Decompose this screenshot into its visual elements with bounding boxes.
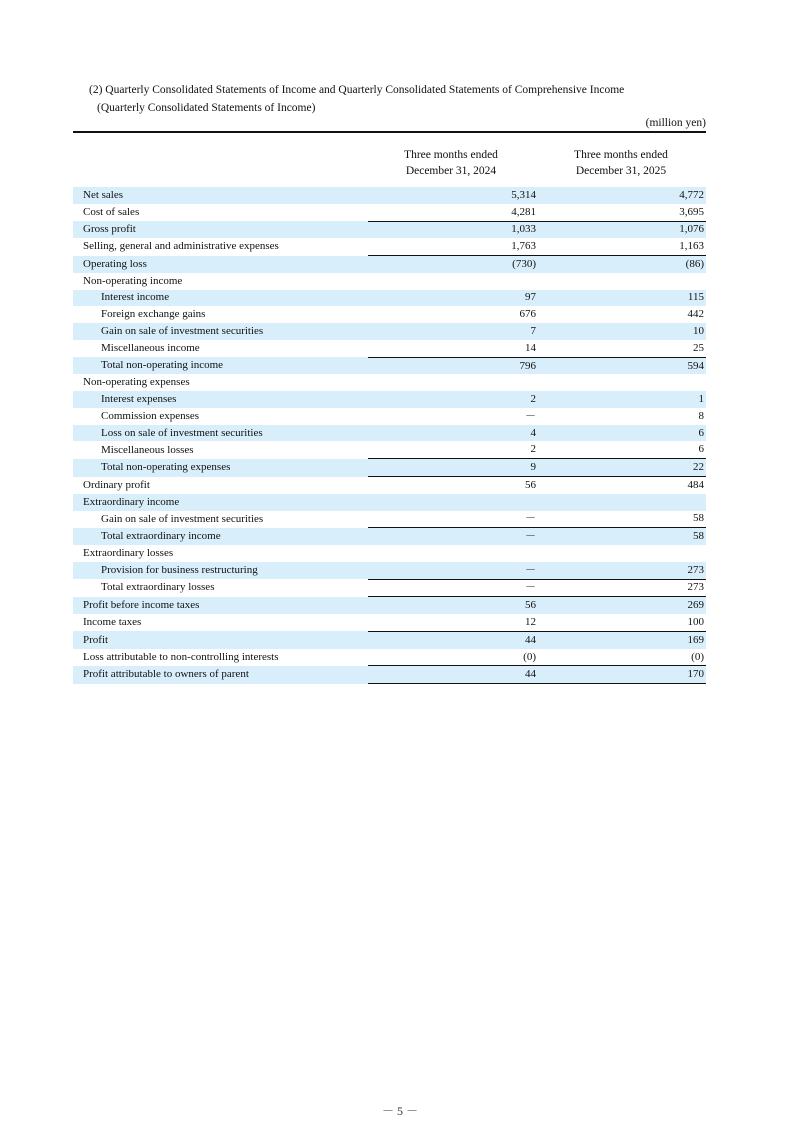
value-2024: 97: [368, 290, 538, 307]
page-number: － 5 －: [381, 1104, 418, 1118]
value-2024: 1,033: [368, 221, 538, 238]
value-2024: 796: [368, 357, 538, 374]
value-2025: 169: [538, 631, 706, 648]
row-label: Total non-operating expenses: [73, 459, 368, 477]
table-row: [73, 528, 706, 545]
table-row: [73, 579, 706, 597]
income-statement-body: [73, 187, 706, 684]
row-label: Foreign exchange gains: [101, 308, 206, 321]
value-2024: 2: [530, 443, 536, 456]
value-2024: (730): [368, 256, 538, 273]
value-2024: 56: [368, 477, 538, 494]
value-2025: 1,163: [679, 240, 704, 253]
value-2025: 4,772: [538, 187, 706, 204]
row-label: Gross profit: [73, 221, 368, 238]
value-2024: －: [525, 512, 536, 525]
value-2024: 2: [368, 391, 538, 408]
statement-subtitle: (Quarterly Consolidated Statements of Income): [97, 102, 316, 114]
table-row: [73, 290, 706, 307]
table-row: [73, 306, 706, 323]
row-label: Non-operating expenses: [83, 376, 190, 389]
value-2025: (0): [691, 650, 704, 663]
row-label: Total non-operating income: [73, 357, 368, 374]
value-2024: [368, 273, 538, 290]
column-header-2025: [536, 147, 706, 179]
value-2025: [538, 494, 706, 511]
value-2025: 22: [538, 459, 706, 477]
row-label: Selling, general and administrative expenses: [83, 240, 279, 253]
value-2025: [538, 374, 706, 391]
row-label: Commission expenses: [101, 409, 200, 422]
value-2024: 56: [368, 597, 538, 614]
row-label: Operating loss: [73, 256, 368, 273]
value-2025: 3,695: [679, 205, 704, 218]
row-label: Profit attributable to owners of parent: [73, 666, 368, 684]
table-row: [73, 374, 706, 391]
row-label: Income taxes: [83, 616, 142, 629]
table-row: [73, 545, 706, 562]
value-2024: [368, 374, 538, 391]
table-row: [73, 666, 706, 684]
table-row: [73, 649, 706, 666]
value-2025: 115: [538, 290, 706, 307]
value-2025: 170: [538, 666, 706, 684]
value-2024: (0): [523, 650, 536, 663]
value-2025: (86): [538, 256, 706, 273]
value-2024: 1,763: [511, 240, 536, 253]
table-row: [73, 357, 706, 374]
column-header-2024: [366, 147, 536, 179]
row-label: Total extraordinary losses: [101, 581, 215, 594]
column-header-line1: Three months ended: [574, 149, 668, 161]
column-header-line1: Three months ended: [404, 149, 498, 161]
value-2024: 14: [525, 341, 536, 354]
table-row: [73, 597, 706, 614]
row-label: Loss on sale of investment securities: [73, 425, 368, 442]
row-label: Ordinary profit: [83, 478, 150, 491]
value-2024: 9: [368, 459, 538, 477]
row-label: Loss attributable to non-controlling interests: [83, 650, 279, 663]
value-2025: 100: [687, 616, 704, 629]
value-2024: 4: [368, 425, 538, 442]
value-2025: 6: [538, 425, 706, 442]
table-row: [73, 425, 706, 442]
value-2025: 273: [538, 562, 706, 579]
value-2025: 484: [538, 477, 706, 494]
value-2024: 12: [525, 616, 536, 629]
value-2025: 442: [687, 308, 704, 321]
value-2025: 269: [538, 597, 706, 614]
table-row: [73, 477, 706, 494]
value-2025: 1,076: [538, 221, 706, 238]
value-2024: －: [368, 579, 538, 597]
value-2025: 58: [538, 528, 706, 545]
header-rule: [73, 131, 706, 133]
row-label: Total extraordinary income: [73, 528, 368, 545]
value-2025: [538, 545, 706, 562]
value-2024: [368, 494, 538, 511]
value-2025: 273: [538, 579, 706, 597]
value-2025: 10: [538, 323, 706, 340]
row-label: Non-operating income: [83, 274, 183, 287]
table-row: [73, 441, 706, 458]
column-header-line2: December 31, 2025: [575, 165, 667, 177]
value-2024: [368, 545, 538, 562]
row-label: Interest expenses: [73, 391, 368, 408]
row-label: Interest income: [73, 290, 368, 307]
value-2024: 5,314: [368, 187, 538, 204]
value-2025: 594: [538, 357, 706, 374]
row-label: Provision for business restructuring: [73, 562, 368, 579]
table-row: [73, 238, 706, 255]
table-row: [73, 323, 706, 340]
table-row: [73, 391, 706, 408]
value-2025: 6: [698, 443, 704, 456]
row-label: Miscellaneous income: [101, 342, 200, 355]
value-2025: [538, 273, 706, 290]
table-row: [73, 614, 706, 631]
table-row: [73, 631, 706, 648]
value-2024: 7: [368, 323, 538, 340]
table-row: [73, 221, 706, 238]
table-row: [73, 459, 706, 477]
value-2024: －: [368, 562, 538, 579]
row-label: Miscellaneous losses: [101, 443, 194, 456]
table-row: [73, 511, 706, 528]
value-2024: 4,281: [511, 205, 536, 218]
table-row: [73, 408, 706, 425]
statement-title: (2) Quarterly Consolidated Statements of Income and Quarterly Consolidated Statements of Comprehensive Income: [89, 84, 625, 96]
row-label: Profit: [73, 631, 368, 648]
table-row: [73, 187, 706, 204]
value-2024: －: [525, 409, 536, 422]
row-label: Net sales: [73, 187, 368, 204]
value-2024: 44: [368, 666, 538, 684]
value-2025: 25: [693, 341, 704, 354]
row-label: Profit before income taxes: [73, 597, 368, 614]
table-row: [73, 273, 706, 290]
value-2025: 1: [538, 391, 706, 408]
table-row: [73, 340, 706, 357]
row-label: Gain on sale of investment securities: [101, 512, 264, 525]
value-2024: 676: [519, 308, 536, 321]
row-label: Extraordinary income: [73, 494, 368, 511]
value-2025: 8: [698, 409, 704, 422]
table-row: [73, 494, 706, 511]
table-row: [73, 204, 706, 221]
income-statement-table: [73, 187, 706, 684]
row-label: Gain on sale of investment securities: [73, 323, 368, 340]
value-2025: 58: [693, 512, 704, 525]
row-label: Cost of sales: [83, 205, 140, 218]
value-2024: －: [368, 528, 538, 545]
row-label: Extraordinary losses: [83, 546, 174, 559]
value-2024: 44: [368, 631, 538, 648]
column-header-line2: December 31, 2024: [405, 165, 497, 177]
table-row: [73, 256, 706, 273]
unit-label: (million yen): [645, 117, 706, 129]
table-row: [73, 562, 706, 579]
